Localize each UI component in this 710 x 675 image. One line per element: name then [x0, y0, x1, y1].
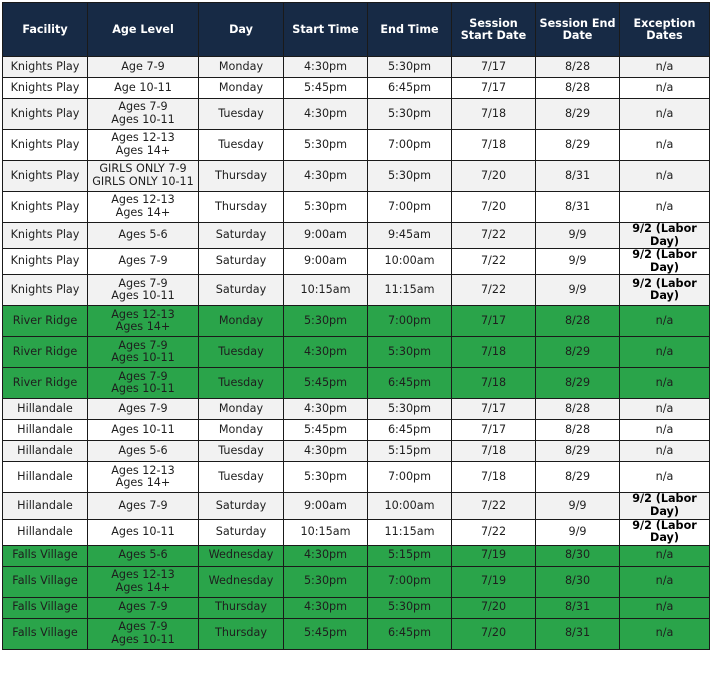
table-row: [3, 368, 710, 399]
age-level-cell: [88, 597, 199, 618]
day-cell: Tuesday: [199, 130, 284, 161]
exception-dates-cell: 9/2 (Labor Day): [620, 223, 710, 249]
start-time-cell: 9:00am: [284, 223, 368, 249]
session-end-cell: 8/28: [536, 306, 620, 337]
start-time-cell: 4:30pm: [284, 441, 368, 462]
exception-dates-cell: n/a: [620, 566, 710, 597]
age-level-line: Ages 7-9: [118, 600, 168, 614]
session-end-cell: 8/28: [536, 57, 620, 78]
age-level-line: Ages 14+: [115, 206, 171, 219]
session-end-cell: 8/30: [536, 545, 620, 566]
age-level-line: Age 7-9: [121, 59, 165, 73]
day-cell: Tuesday: [199, 99, 284, 130]
session-end-cell: 9/9: [536, 275, 620, 306]
session-end-cell: 8/29: [536, 462, 620, 493]
header-age-level: Age Level: [88, 3, 199, 57]
age-level-cell: [88, 337, 199, 368]
day-cell: Thursday: [199, 597, 284, 618]
age-level-line: Ages 12-13: [111, 307, 175, 321]
exception-dates-cell: n/a: [620, 545, 710, 566]
day-cell: Thursday: [199, 161, 284, 192]
end-time-cell: 10:00am: [368, 493, 452, 519]
table-row: [3, 597, 710, 618]
header-exception-dates: Exception Dates: [620, 3, 710, 57]
header-day: Day: [199, 3, 284, 57]
table-row: [3, 130, 710, 161]
day-cell: Monday: [199, 57, 284, 78]
table-row: [3, 618, 710, 649]
exception-dates-cell: n/a: [620, 161, 710, 192]
session-end-cell: 8/28: [536, 420, 620, 441]
facility-cell: Hillandale: [3, 420, 88, 441]
exception-dates-cell: n/a: [620, 618, 710, 649]
facility-cell: Falls Village: [3, 618, 88, 649]
age-level-cell: [88, 566, 199, 597]
day-cell: Monday: [199, 420, 284, 441]
end-time-cell: 6:45pm: [368, 368, 452, 399]
session-start-cell: 7/22: [452, 223, 536, 249]
session-end-cell: 9/9: [536, 223, 620, 249]
session-start-cell: 7/17: [452, 306, 536, 337]
age-level-line: Ages 10-11: [111, 632, 175, 646]
facility-cell: Knights Play: [3, 192, 88, 223]
session-start-cell: 7/18: [452, 441, 536, 462]
start-time-cell: 5:30pm: [284, 566, 368, 597]
age-level-line: Ages 5-6: [118, 228, 168, 242]
session-end-cell: 8/31: [536, 618, 620, 649]
session-start-cell: 7/19: [452, 545, 536, 566]
age-level-cell: [88, 368, 199, 399]
day-cell: Saturday: [199, 519, 284, 545]
session-end-cell: 9/9: [536, 249, 620, 275]
end-time-cell: 6:45pm: [368, 78, 452, 99]
exception-dates-cell: 9/2 (Labor Day): [620, 275, 710, 306]
table-row: [3, 566, 710, 597]
age-level-line: Age 10-11: [114, 80, 172, 94]
facility-cell: Knights Play: [3, 275, 88, 306]
facility-cell: Knights Play: [3, 57, 88, 78]
exception-dates-cell: n/a: [620, 337, 710, 368]
exception-dates-cell: 9/2 (Labor Day): [620, 493, 710, 519]
session-end-cell: 8/31: [536, 597, 620, 618]
start-time-cell: 5:30pm: [284, 306, 368, 337]
session-start-cell: 7/18: [452, 99, 536, 130]
age-level-cell: [88, 618, 199, 649]
facility-cell: River Ridge: [3, 337, 88, 368]
end-time-cell: 5:15pm: [368, 545, 452, 566]
age-level-line: Ages 7-9: [118, 402, 168, 416]
start-time-cell: 5:30pm: [284, 462, 368, 493]
age-level-line: Ages 7-9: [118, 498, 168, 512]
table-row: [3, 192, 710, 223]
exception-dates-cell: n/a: [620, 462, 710, 493]
exception-dates-cell: n/a: [620, 306, 710, 337]
session-end-cell: 9/9: [536, 493, 620, 519]
age-level-cell: [88, 78, 199, 99]
age-level-line: Ages 7-9: [118, 276, 168, 290]
day-cell: Saturday: [199, 249, 284, 275]
age-level-cell: [88, 249, 199, 275]
exception-dates-cell: 9/2 (Labor Day): [620, 249, 710, 275]
age-level-line: Ages 10-11: [111, 423, 175, 437]
session-start-cell: 7/17: [452, 420, 536, 441]
end-time-cell: 7:00pm: [368, 306, 452, 337]
start-time-cell: 9:00am: [284, 249, 368, 275]
age-level-line: Ages 12-13: [111, 193, 175, 207]
start-time-cell: 10:15am: [284, 275, 368, 306]
age-level-cell: [88, 130, 199, 161]
age-level-line: Ages 7-9: [118, 620, 168, 634]
day-cell: Wednesday: [199, 566, 284, 597]
header-session-end-date: Session End Date: [536, 3, 620, 57]
start-time-cell: 5:45pm: [284, 78, 368, 99]
age-level-line: Ages 7-9: [118, 369, 168, 383]
age-level-line: Ages 10-11: [111, 524, 175, 538]
header-facility: Facility: [3, 3, 88, 57]
table-row: [3, 223, 710, 249]
start-time-cell: 4:30pm: [284, 597, 368, 618]
age-level-line: Ages 14+: [115, 476, 171, 490]
session-end-cell: 8/29: [536, 130, 620, 161]
age-level-cell: [88, 99, 199, 130]
exception-dates-cell: 9/2 (Labor Day): [620, 519, 710, 545]
day-cell: Wednesday: [199, 545, 284, 566]
end-time-cell: 7:00pm: [368, 192, 452, 223]
age-level-line: Ages 7-9: [118, 100, 168, 114]
table-row: [3, 249, 710, 275]
day-cell: Saturday: [199, 223, 284, 249]
session-end-cell: 8/29: [536, 337, 620, 368]
table-row: [3, 462, 710, 493]
session-start-cell: 7/18: [452, 462, 536, 493]
facility-cell: Knights Play: [3, 161, 88, 192]
start-time-cell: 4:30pm: [284, 161, 368, 192]
facility-cell: Knights Play: [3, 130, 88, 161]
age-level-cell: [88, 192, 199, 223]
age-level-cell: [88, 441, 199, 462]
age-level-line: Ages 10-11: [111, 113, 175, 126]
facility-cell: Hillandale: [3, 519, 88, 545]
age-level-cell: [88, 420, 199, 441]
session-start-cell: 7/17: [452, 78, 536, 99]
end-time-cell: 11:15am: [368, 519, 452, 545]
facility-cell: Hillandale: [3, 441, 88, 462]
end-time-cell: 5:30pm: [368, 399, 452, 420]
day-cell: Thursday: [199, 618, 284, 649]
day-cell: Saturday: [199, 275, 284, 306]
age-level-cell: [88, 545, 199, 566]
facility-cell: Falls Village: [3, 597, 88, 618]
end-time-cell: 10:00am: [368, 249, 452, 275]
table-row: [3, 337, 710, 368]
facility-cell: Knights Play: [3, 99, 88, 130]
session-end-cell: 9/9: [536, 519, 620, 545]
age-level-cell: [88, 223, 199, 249]
age-level-line: GIRLS ONLY 7-9: [99, 162, 187, 176]
table-row: [3, 441, 710, 462]
end-time-cell: 5:30pm: [368, 337, 452, 368]
session-start-cell: 7/20: [452, 597, 536, 618]
end-time-cell: 5:30pm: [368, 161, 452, 192]
session-start-cell: 7/17: [452, 57, 536, 78]
end-time-cell: 6:45pm: [368, 618, 452, 649]
age-level-line: Ages 12-13: [111, 568, 175, 582]
age-level-line: Ages 5-6: [118, 548, 168, 562]
table-row: [3, 99, 710, 130]
facility-cell: River Ridge: [3, 368, 88, 399]
exception-dates-cell: n/a: [620, 597, 710, 618]
session-start-cell: 7/22: [452, 275, 536, 306]
session-start-cell: 7/20: [452, 192, 536, 223]
start-time-cell: 5:45pm: [284, 368, 368, 399]
day-cell: Tuesday: [199, 441, 284, 462]
age-level-line: Ages 10-11: [111, 351, 175, 365]
table-row: [3, 78, 710, 99]
age-level-line: Ages 14+: [115, 580, 171, 594]
facility-cell: River Ridge: [3, 306, 88, 337]
session-end-cell: 8/31: [536, 192, 620, 223]
start-time-cell: 9:00am: [284, 493, 368, 519]
header-end-time: End Time: [368, 3, 452, 57]
facility-cell: Knights Play: [3, 223, 88, 249]
start-time-cell: 5:45pm: [284, 420, 368, 441]
session-end-cell: 8/31: [536, 161, 620, 192]
day-cell: Monday: [199, 306, 284, 337]
session-end-cell: 8/29: [536, 99, 620, 130]
exception-dates-cell: n/a: [620, 441, 710, 462]
age-level-line: Ages 10-11: [111, 382, 175, 396]
start-time-cell: 5:45pm: [284, 618, 368, 649]
session-start-cell: 7/17: [452, 399, 536, 420]
exception-dates-cell: n/a: [620, 57, 710, 78]
age-level-line: Ages 7-9: [118, 338, 168, 352]
age-level-line: Ages 12-13: [111, 463, 175, 477]
start-time-cell: 4:30pm: [284, 99, 368, 130]
session-start-cell: 7/22: [452, 249, 536, 275]
session-start-cell: 7/20: [452, 161, 536, 192]
day-cell: Tuesday: [199, 462, 284, 493]
age-level-line: Ages 10-11: [111, 289, 175, 303]
day-cell: Tuesday: [199, 368, 284, 399]
facility-cell: Falls Village: [3, 545, 88, 566]
end-time-cell: 9:45am: [368, 223, 452, 249]
exception-dates-cell: n/a: [620, 399, 710, 420]
header-start-time: Start Time: [284, 3, 368, 57]
day-cell: Tuesday: [199, 337, 284, 368]
start-time-cell: 10:15am: [284, 519, 368, 545]
header-session-start-date: Session Start Date: [452, 3, 536, 57]
facility-cell: Knights Play: [3, 249, 88, 275]
exception-dates-cell: n/a: [620, 78, 710, 99]
day-cell: Saturday: [199, 493, 284, 519]
end-time-cell: 5:15pm: [368, 441, 452, 462]
session-start-cell: 7/22: [452, 519, 536, 545]
start-time-cell: 4:30pm: [284, 399, 368, 420]
exception-dates-cell: n/a: [620, 192, 710, 223]
table-row: [3, 519, 710, 545]
table-row: [3, 275, 710, 306]
session-start-cell: 7/20: [452, 618, 536, 649]
table-row: [3, 306, 710, 337]
end-time-cell: 5:30pm: [368, 57, 452, 78]
age-level-line: Ages 5-6: [118, 444, 168, 458]
start-time-cell: 4:30pm: [284, 57, 368, 78]
end-time-cell: 7:00pm: [368, 130, 452, 161]
table-body: [3, 57, 710, 650]
facility-cell: Hillandale: [3, 493, 88, 519]
session-end-cell: 8/28: [536, 78, 620, 99]
table-row: [3, 161, 710, 192]
age-level-line: Ages 12-13: [111, 131, 175, 145]
session-start-cell: 7/18: [452, 337, 536, 368]
age-level-cell: [88, 275, 199, 306]
table-row: [3, 493, 710, 519]
exception-dates-cell: n/a: [620, 420, 710, 441]
age-level-cell: [88, 519, 199, 545]
exception-dates-cell: n/a: [620, 99, 710, 130]
day-cell: Thursday: [199, 192, 284, 223]
schedule-table: [2, 2, 710, 650]
session-start-cell: 7/19: [452, 566, 536, 597]
facility-cell: Hillandale: [3, 399, 88, 420]
facility-cell: Hillandale: [3, 462, 88, 493]
age-level-cell: [88, 493, 199, 519]
session-end-cell: 8/29: [536, 368, 620, 399]
table-row: [3, 399, 710, 420]
header-row: [3, 3, 710, 57]
start-time-cell: 4:30pm: [284, 545, 368, 566]
session-end-cell: 8/29: [536, 441, 620, 462]
age-level-cell: [88, 57, 199, 78]
start-time-cell: 4:30pm: [284, 337, 368, 368]
session-start-cell: 7/18: [452, 368, 536, 399]
end-time-cell: 11:15am: [368, 275, 452, 306]
age-level-line: Ages 14+: [115, 144, 171, 157]
session-end-cell: 8/28: [536, 399, 620, 420]
start-time-cell: 5:30pm: [284, 130, 368, 161]
age-level-line: GIRLS ONLY 10-11: [92, 175, 194, 188]
end-time-cell: 7:00pm: [368, 566, 452, 597]
age-level-line: Ages 14+: [115, 320, 171, 334]
end-time-cell: 5:30pm: [368, 597, 452, 618]
day-cell: Monday: [199, 399, 284, 420]
age-level-cell: [88, 161, 199, 192]
day-cell: Monday: [199, 78, 284, 99]
session-end-cell: 8/30: [536, 566, 620, 597]
age-level-line: Ages 7-9: [118, 254, 168, 268]
table-row: [3, 420, 710, 441]
age-level-cell: [88, 399, 199, 420]
facility-cell: Knights Play: [3, 78, 88, 99]
end-time-cell: 6:45pm: [368, 420, 452, 441]
exception-dates-cell: n/a: [620, 368, 710, 399]
table-row: [3, 545, 710, 566]
table-row: [3, 57, 710, 78]
facility-cell: Falls Village: [3, 566, 88, 597]
exception-dates-cell: n/a: [620, 130, 710, 161]
start-time-cell: 5:30pm: [284, 192, 368, 223]
session-start-cell: 7/22: [452, 493, 536, 519]
session-start-cell: 7/18: [452, 130, 536, 161]
end-time-cell: 7:00pm: [368, 462, 452, 493]
end-time-cell: 5:30pm: [368, 99, 452, 130]
age-level-cell: [88, 306, 199, 337]
age-level-cell: [88, 462, 199, 493]
